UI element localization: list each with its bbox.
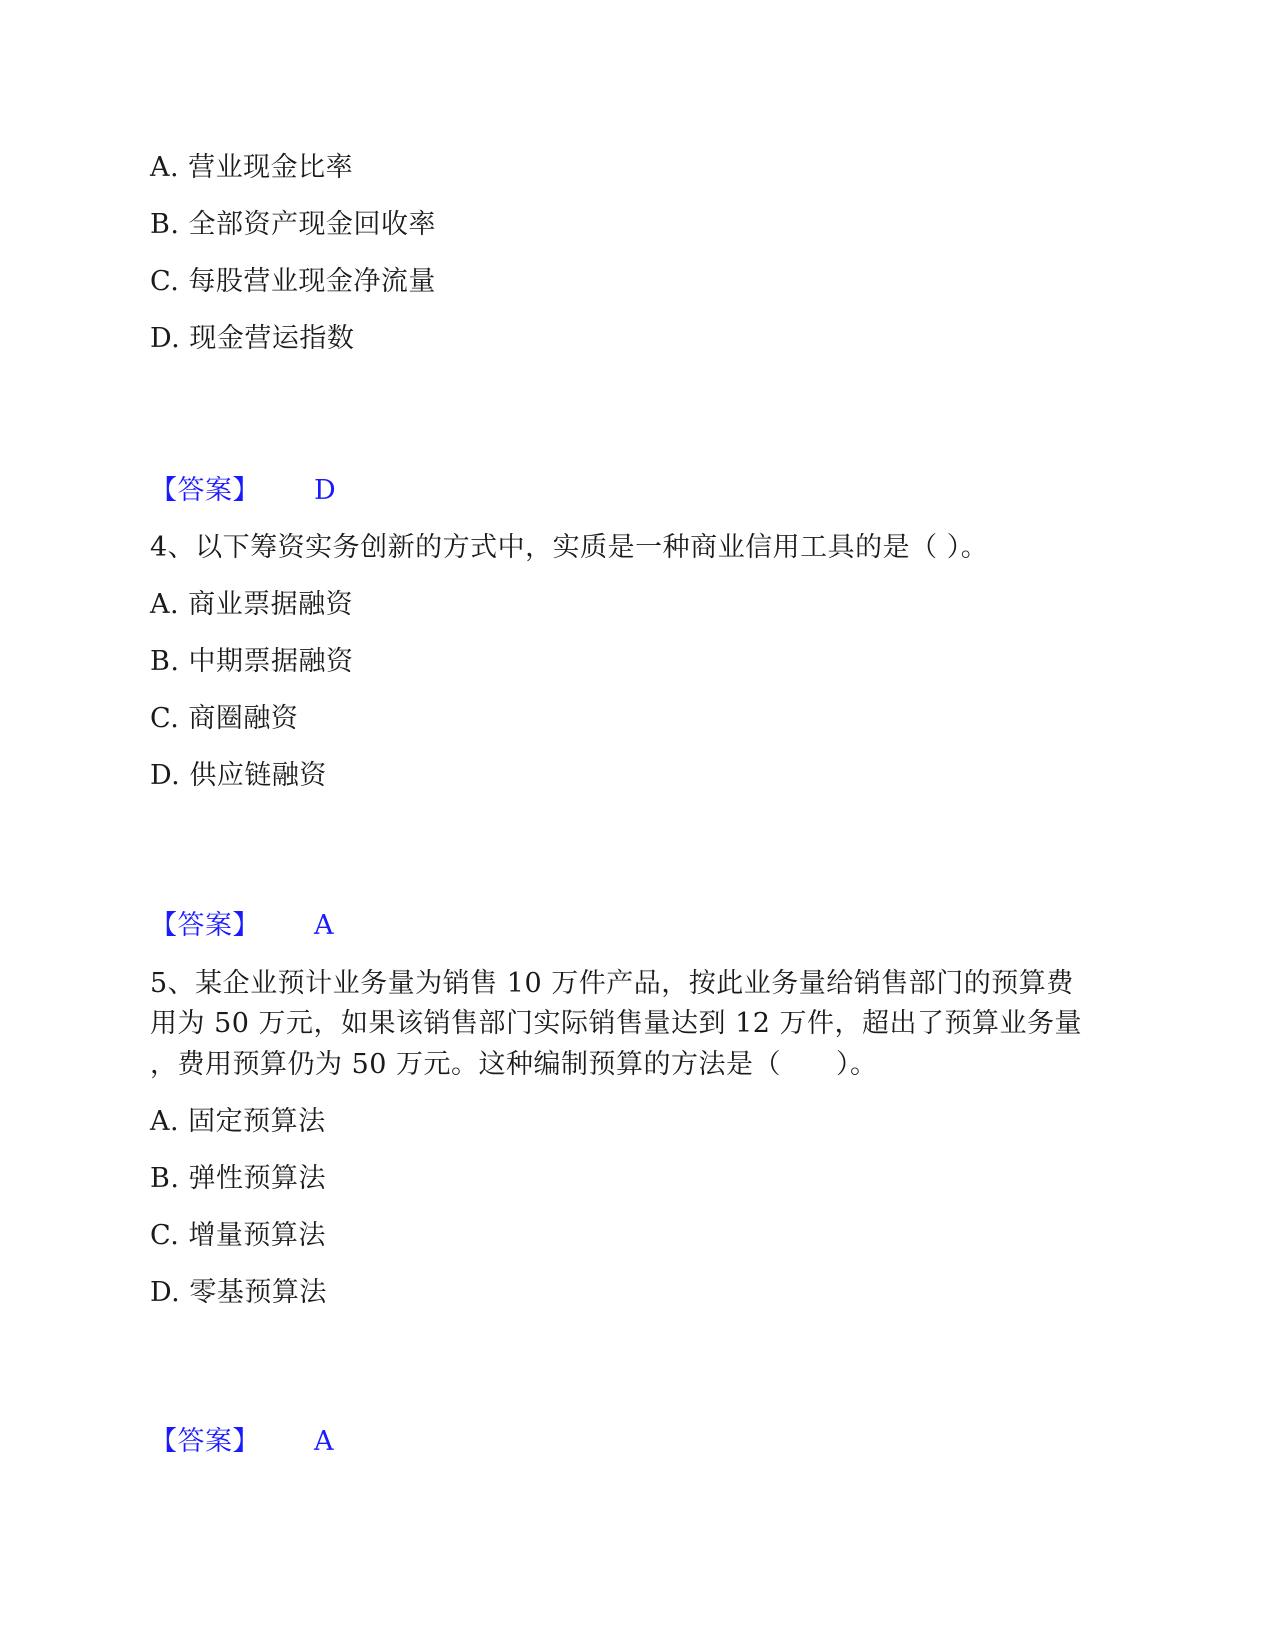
q3-option-d: D. 现金营运指数 [150, 323, 355, 354]
q4-answer-value: A [314, 910, 334, 941]
q5-question-line-1: 5、某企业预计业务量为销售 10 万件产品，按此业务量给销售部门的预算费 [150, 968, 1074, 999]
q3-option-b: B. 全部资产现金回收率 [150, 209, 437, 240]
q3-option-a: A. 营业现金比率 [150, 152, 354, 183]
q5-option-c: C. 增量预算法 [150, 1220, 326, 1251]
q4-answer [150, 908, 334, 944]
q3-answer [150, 473, 336, 509]
q5-question-line-3: ，费用预算仍为 50 万元。这种编制预算的方法是（ ）。 [150, 1049, 878, 1080]
q5-option-a: A. 固定预算法 [150, 1106, 326, 1137]
q5-option-b: B. 弹性预算法 [150, 1163, 327, 1194]
q5-question-line-2: 用为 50 万元，如果该销售部门实际销售量达到 12 万件，超出了预算业务量 [150, 1008, 1083, 1039]
q5-answer-label: 【答案】 [150, 1426, 260, 1457]
q5-answer [150, 1424, 334, 1460]
q4-option-c: C. 商圈融资 [150, 703, 299, 734]
q5-option-d: D. 零基预算法 [150, 1277, 327, 1308]
q5-answer-value: A [314, 1426, 334, 1457]
q4-option-b: B. 中期票据融资 [150, 646, 354, 677]
q3-answer-value: D [314, 475, 337, 506]
q4-question: 4、以下筹资实务创新的方式中，实质是一种商业信用工具的是（ ）。 [150, 532, 989, 563]
q4-option-d: D. 供应链融资 [150, 760, 327, 791]
q3-answer-label: 【答案】 [150, 475, 260, 506]
q4-option-a: A. 商业票据融资 [150, 589, 354, 620]
q3-option-c: C. 每股营业现金净流量 [150, 266, 436, 297]
q4-answer-label: 【答案】 [150, 910, 260, 941]
